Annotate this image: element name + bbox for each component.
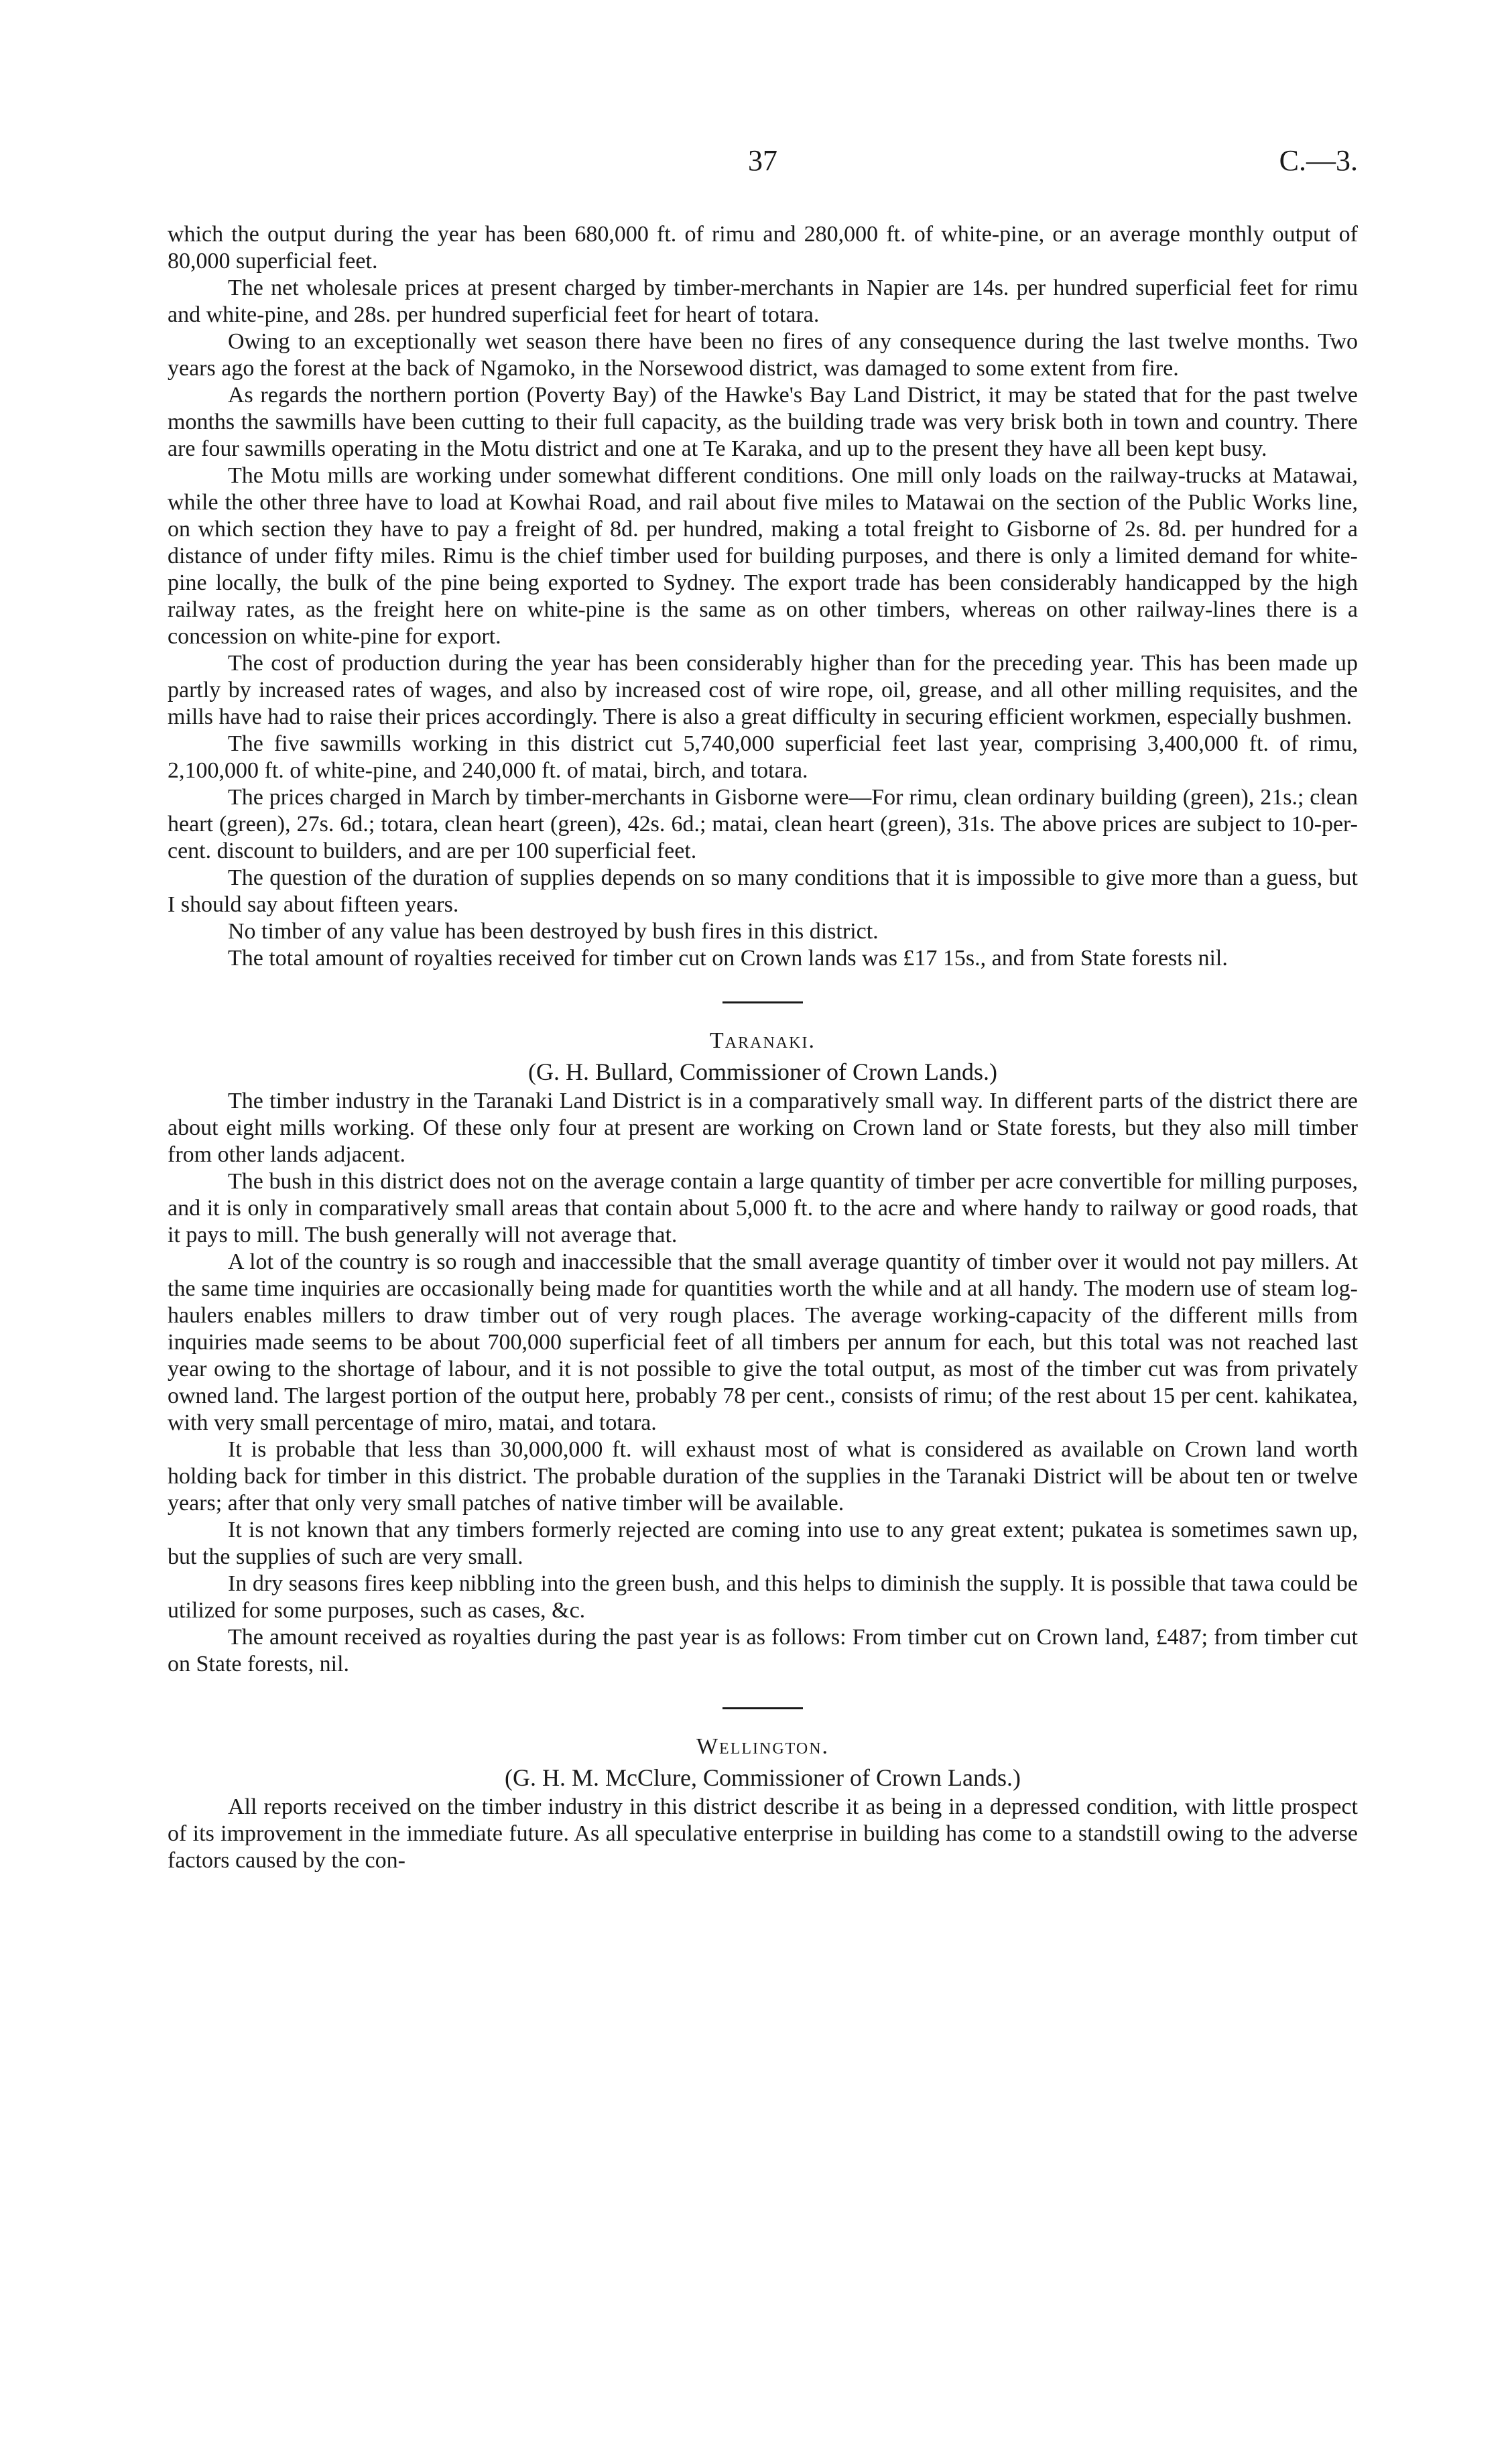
section-author: (G. H. Bullard, Commissioner of Crown Lands.) — [528, 1058, 997, 1085]
paragraph: The amount received as royalties during the past year is as follows: From timber cut on Crown land, £487; from timber cut on State forests, nil. — [168, 1625, 1358, 1676]
paragraph: The prices charged in March by timber-merchants in Gisborne were—For rimu, clean ordinary building (green), 21s.; clean heart (green), 27s. 6d.; totara, clean heart (green), 42s. 6d.; matai, clean heart (green), 31s. The above prices are subject to 10-per-cent. discount to builders, and are per 100 superficial feet. — [168, 785, 1358, 863]
paragraph: The cost of production during the year has been considerably higher than for the preceding year. This has been made up partly by increased rates of wages, and also by increased cost of wire rope, oil, grease, and all other milling requisites, and the mills have had to raise their prices accordingly. There is also a great difficulty in securing efficient workmen, especially bushmen. — [168, 651, 1358, 729]
paragraph: A lot of the country is so rough and inaccessible that the small average quantity of timber over it would not pay millers. At the same time inquiries are occasionally being made for quantities worth the while and at all handy. The modern use of steam log-haulers enables millers to draw timber out of very rough places. The average working-capacity of the different mills from inquiries made seems to be about 700,000 superficial feet of all timbers per annum for each, but this total was not reached last year owing to the shortage of labour, and it is not possible to give the total output, as most of the timber cut was from privately owned land. The largest portion of the output here, probably 78 per cent., consists of rimu; of the rest about 15 per cent. kahikatea, with very small percentage of miro, matai, and totara. — [168, 1249, 1358, 1435]
taranaki-section — [168, 1028, 1358, 1678]
paragraph: It is probable that less than 30,000,000 ft. will exhaust most of what is considered as available on Crown land worth holding back for timber in this district. The probable duration of the supplies in the Taranaki District will be about ten or twelve years; after that only very small patches of native timber will be available. — [168, 1437, 1358, 1516]
paragraph: The Motu mills are working under somewhat different conditions. One mill only loads on the railway-trucks at Matawai, while the other three have to load at Kowhai Road, and rail about five miles to Matawai on the section of the Public Works line, on which section they have to pay a freight of 8d. per hundred, making a total freight to Gisborne of 2s. 8d. per hundred for a distance of under fifty miles. Rimu is the chief timber used for building purposes, and there is only a limited demand for white-pine locally, the bulk of the pine being exported to Sydney. The export trade has been considerably handicapped by the high railway rates, as the freight here on white-pine is the same as on other timbers, whereas on other railway-lines there is a concession on white-pine for export. — [168, 463, 1358, 649]
section-heading: Wellington. — [696, 1734, 830, 1759]
paragraph: The five sawmills working in this district cut 5,740,000 superficial feet last year, comprising 3,400,000 ft. of rimu, 2,100,000 ft. of white-pine, and 240,000 ft. of matai, birch, and totara. — [168, 731, 1358, 783]
wellington-section — [168, 1733, 1358, 1874]
section-divider — [722, 1707, 803, 1709]
paragraph: As regards the northern portion (Poverty Bay) of the Hawke's Bay Land District, it may be stated that for the past twelve months the sawmills have been cutting to their full capacity, as the building trade was very brisk both in town and country. There are four sawmills operating in the Motu district and one at Te Karaka, and up to the present they have all been kept busy. — [168, 383, 1358, 461]
section-heading: Taranaki. — [710, 1028, 816, 1053]
paragraph: which the output during the year has been 680,000 ft. of rimu and 280,000 ft. of white-pine, or an average monthly output of 80,000 superficial feet. — [168, 222, 1358, 273]
paragraph: The question of the duration of supplies depends on so many conditions that it is impossible to give more than a guess, but I should say about fifteen years. — [168, 865, 1358, 917]
page-header — [168, 143, 1358, 184]
page-number: 37 — [748, 144, 777, 177]
page-body — [168, 221, 1358, 1874]
paragraph: It is not known that any timbers formerly rejected are coming into use to any great extent; pukatea is sometimes sawn up, but the supplies of such are very small. — [168, 1518, 1358, 1569]
section-author: (G. H. M. McClure, Commissioner of Crown Lands.) — [505, 1764, 1021, 1791]
paragraph: No timber of any value has been destroyed by bush fires in this district. — [228, 919, 879, 944]
hawkes-bay-continuation — [168, 221, 1358, 972]
report-code: C.—3. — [1279, 144, 1358, 177]
paragraph: Owing to an exceptionally wet season there have been no fires of any consequence during the last twelve months. Two years ago the forest at the back of Ngamoko, in the Norsewood district, was damaged to some extent from fire. — [168, 329, 1358, 381]
section-divider — [722, 1001, 803, 1003]
paragraph: The net wholesale prices at present charged by timber-merchants in Napier are 14s. per hundred superficial feet for rimu and white-pine, and 28s. per hundred superficial feet for heart of totara. — [168, 275, 1358, 327]
paragraph: All reports received on the timber industry in this district describe it as being in a depressed condition, with little prospect of its improvement in the immediate future. As all speculative enterprise in building has come to a standstill owing to the adverse factors caused by the con- — [168, 1794, 1358, 1873]
paragraph: In dry seasons fires keep nibbling into the green bush, and this helps to diminish the supply. It is possible that tawa could be utilized for some purposes, such as cases, &c. — [168, 1571, 1358, 1623]
paragraph: The timber industry in the Taranaki Land District is in a comparatively small way. In different parts of the district there are about eight mills working. Of these only four at present are working on Crown land or State forests, but they also mill timber from other lands adjacent. — [168, 1089, 1358, 1167]
paragraph: The bush in this district does not on the average contain a large quantity of timber per acre convertible for milling purposes, and it is only in comparatively small areas that contain about 5,000 ft. to the acre and where handy to railway or good roads, that it pays to mill. The bush generally will not average that. — [168, 1169, 1358, 1247]
paragraph: The total amount of royalties received for timber cut on Crown lands was £17 15s., and from State forests nil. — [228, 946, 1228, 971]
